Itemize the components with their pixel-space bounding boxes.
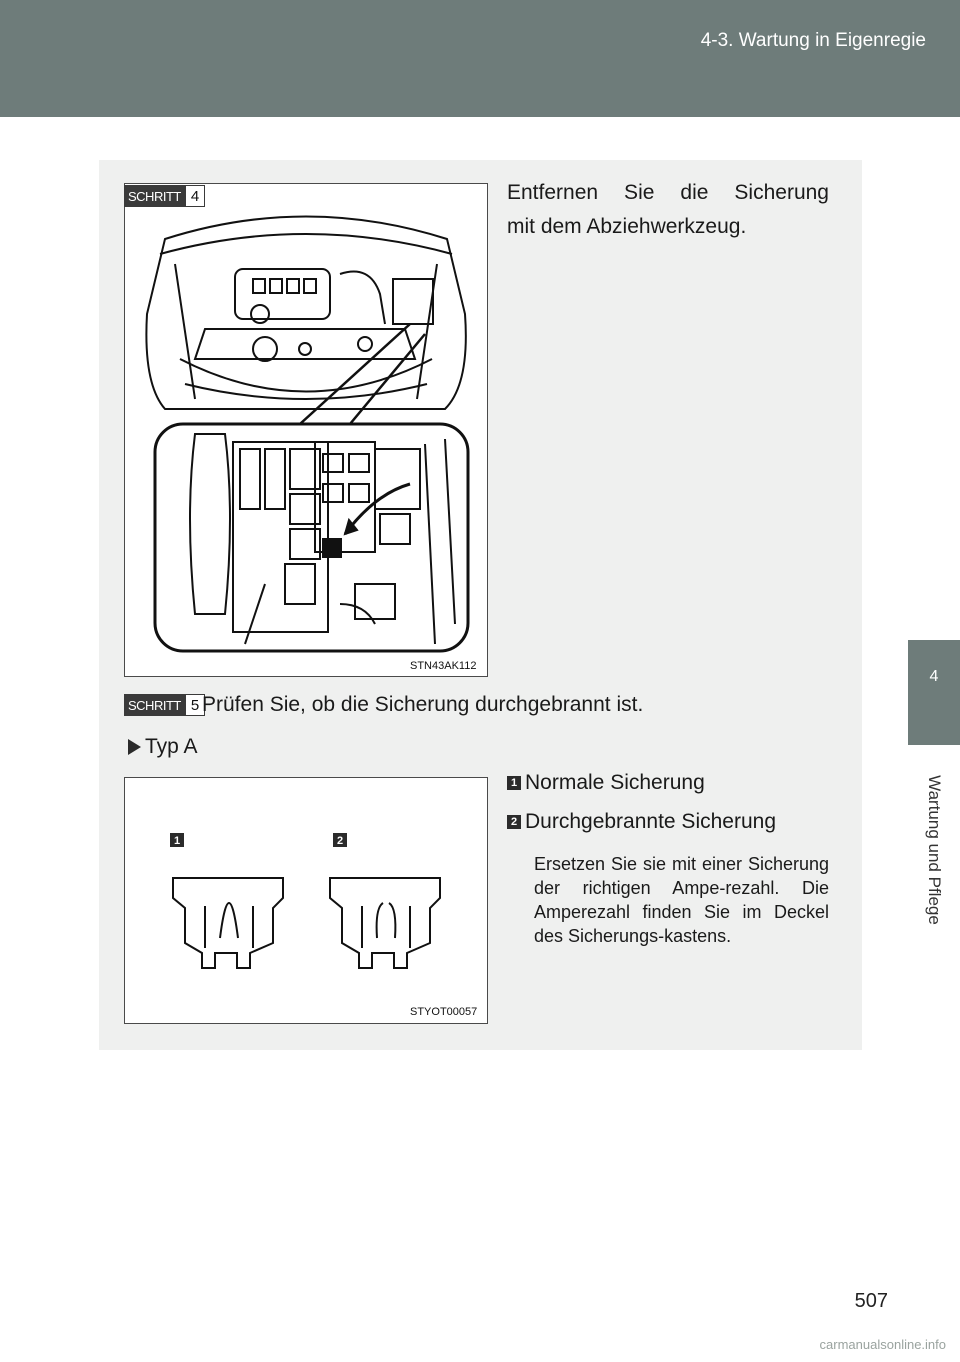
svg-text:1: 1 [173, 835, 181, 847]
type-a-heading [128, 730, 198, 764]
legend-item-2 [507, 805, 776, 839]
chapter-number: 4 [929, 668, 939, 685]
step-4-badge [124, 185, 205, 207]
triangle-bullet-icon [128, 739, 141, 755]
svg-text:2: 2 [336, 835, 344, 847]
legend-item-1 [507, 766, 705, 800]
chapter-title: Wartung und Pflege [925, 775, 944, 925]
watermark: carmanualsonline.info [819, 1337, 946, 1352]
step-4-text-line1: Entfernen Sie die Sicherung [507, 181, 829, 204]
marker-1: 1 [507, 776, 521, 790]
engine-bay-illustration [125, 184, 487, 676]
fuse-illustration [125, 778, 487, 1023]
step-5-badge [124, 694, 205, 716]
replacement-note: Ersetzen Sie sie mit einer Sicherung der richtigen Ampe-rezahl. Die Amperezahl finden Sie im Deckel des Sicherungs-kastens. [534, 854, 829, 946]
figure-code-2: STYOT00057 [410, 1006, 478, 1018]
step-5-text: Prüfen Sie, ob die Sicherung durchgebrannt ist. [202, 693, 644, 716]
marker-2: 2 [507, 815, 521, 829]
section-title: 4-3. Wartung in Eigenregie [700, 30, 926, 51]
legend-text-2: Durchgebrannte Sicherung [525, 810, 776, 833]
step-label: SCHRITT [124, 185, 185, 207]
engine-fusebox-figure [124, 183, 488, 677]
step-number: 4 [185, 185, 205, 207]
step-label: SCHRITT [124, 694, 185, 716]
page-header [0, 0, 960, 117]
fuse-comparison-figure [124, 777, 488, 1024]
step-number: 5 [185, 694, 205, 716]
chapter-tab [908, 640, 960, 745]
legend-text-1: Normale Sicherung [525, 771, 705, 794]
step-4-text-line2: mit dem Abziehwerkzeug. [507, 215, 747, 238]
figure-code-1: STN43AK112 [410, 660, 477, 672]
type-label: Typ A [145, 735, 198, 758]
page-number: 507 [854, 1290, 888, 1312]
chapter-title-vertical [918, 755, 950, 945]
